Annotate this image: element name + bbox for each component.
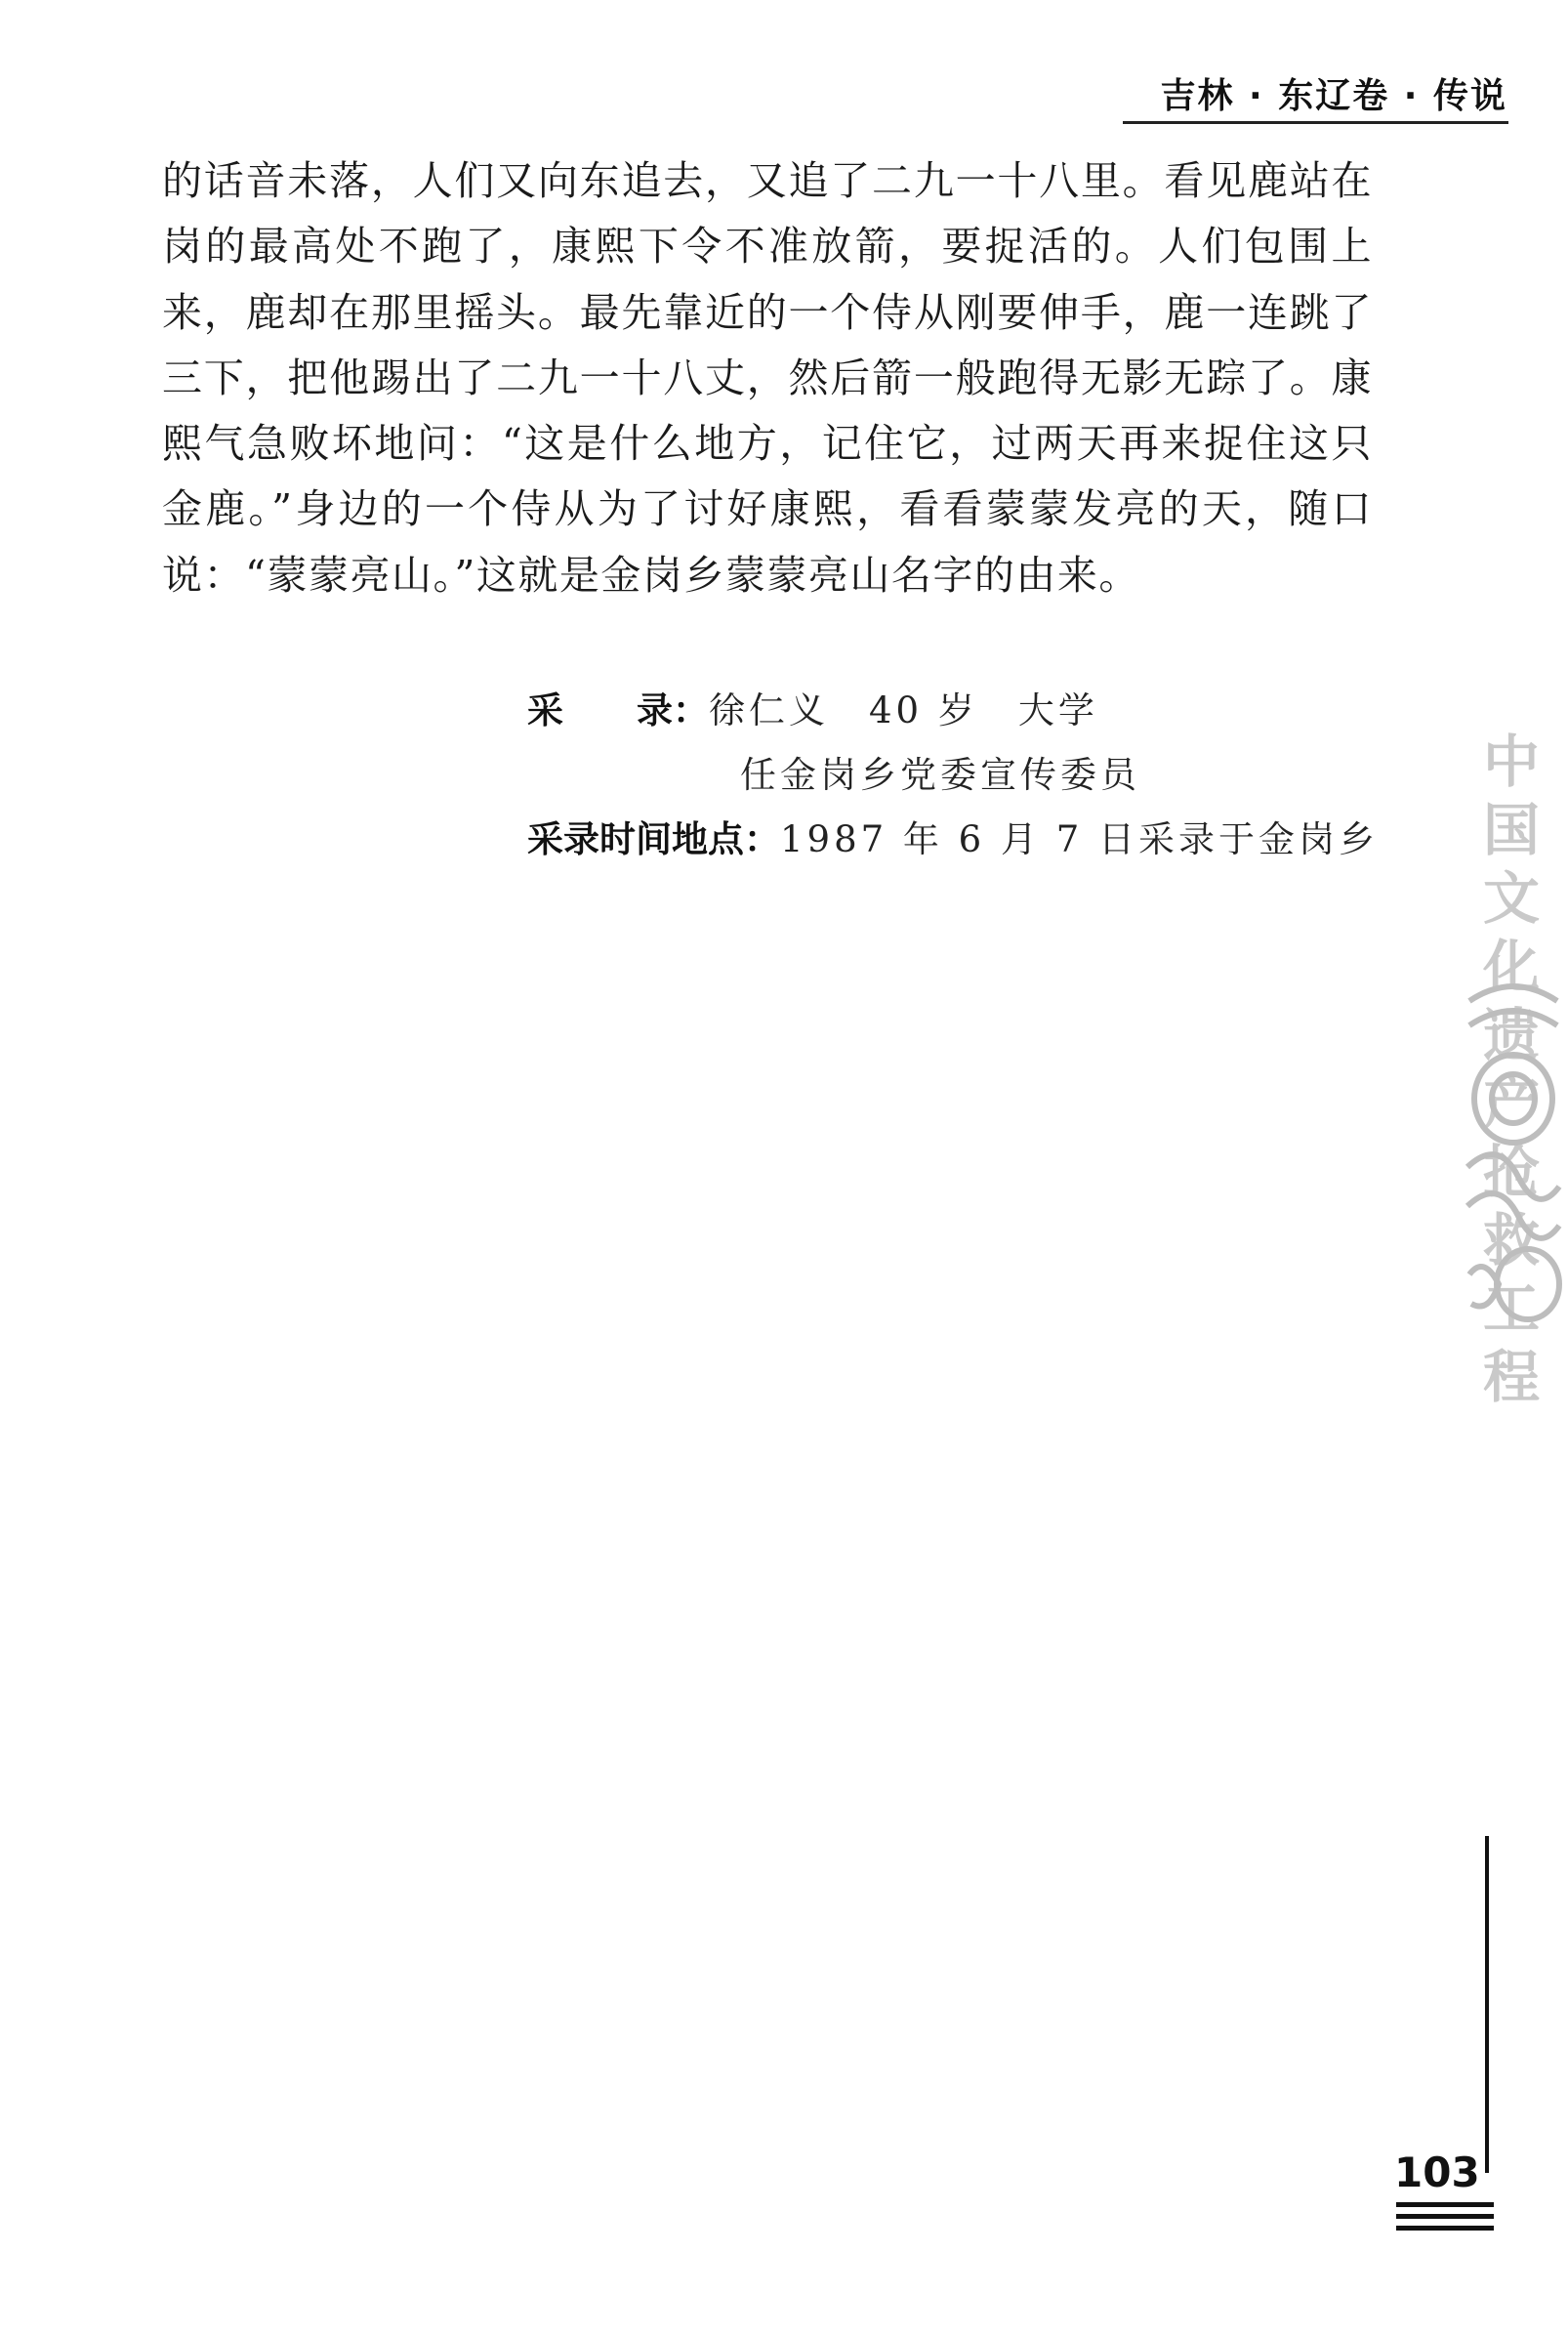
recorder-label-char2: 录： [637,689,709,731]
body-paragraph: 的话音未落，人们又向东追去，又追了二九一十八里。看见鹿站在岗的最高处不跑了，康熙下令不准放箭，要捉活的。人们包围上来，鹿却在那里摇头。最先靠近的一个侍从刚要伸手，鹿一连跳了三下，把他踢出了二九一十八丈，然后箭一般跑得无影无踪了。康熙气急败坏地问：“这是什么地方，记住它，过两天再来捉住这只金鹿。”身边的一个侍从为了讨好康熙，看看蒙蒙发亮的天，随口说：“蒙蒙亮山。”这就是金岗乡蒙蒙亮山名字的由来。 [162,157,1373,599]
footer-vertical-rule [1485,1836,1489,2173]
recorder-title: 任金岗乡党委宣传委员 [740,754,1140,796]
footer-bar [1396,2214,1494,2219]
recorder-value: 徐仁义 40 岁 大学 [709,689,1098,731]
credits-block [527,679,1406,872]
recorder-row [527,679,1406,743]
footer-bar [1396,2226,1494,2231]
time-place-value: 1987 年 6 月 7 日采录于金岗乡 [780,818,1380,860]
side-ornament [1460,728,1567,1410]
side-ornament-text: 中国文化遗产抢救工程 [1482,729,1540,1410]
recorder-label [527,679,709,743]
page-number: 103 [1394,2148,1480,2196]
footer-bars [1396,2202,1494,2237]
decorative-pattern-icon [1460,981,1567,1333]
footer-bar [1396,2202,1494,2207]
time-place-label: 采录时间地点： [527,818,780,860]
running-header: 吉林 · 东辽卷 · 传说 [1160,76,1507,116]
time-place-row [527,808,1406,872]
header-rule [1123,121,1508,124]
recorder-title-row [527,743,1406,808]
recorder-label-char1: 采 [527,689,563,731]
